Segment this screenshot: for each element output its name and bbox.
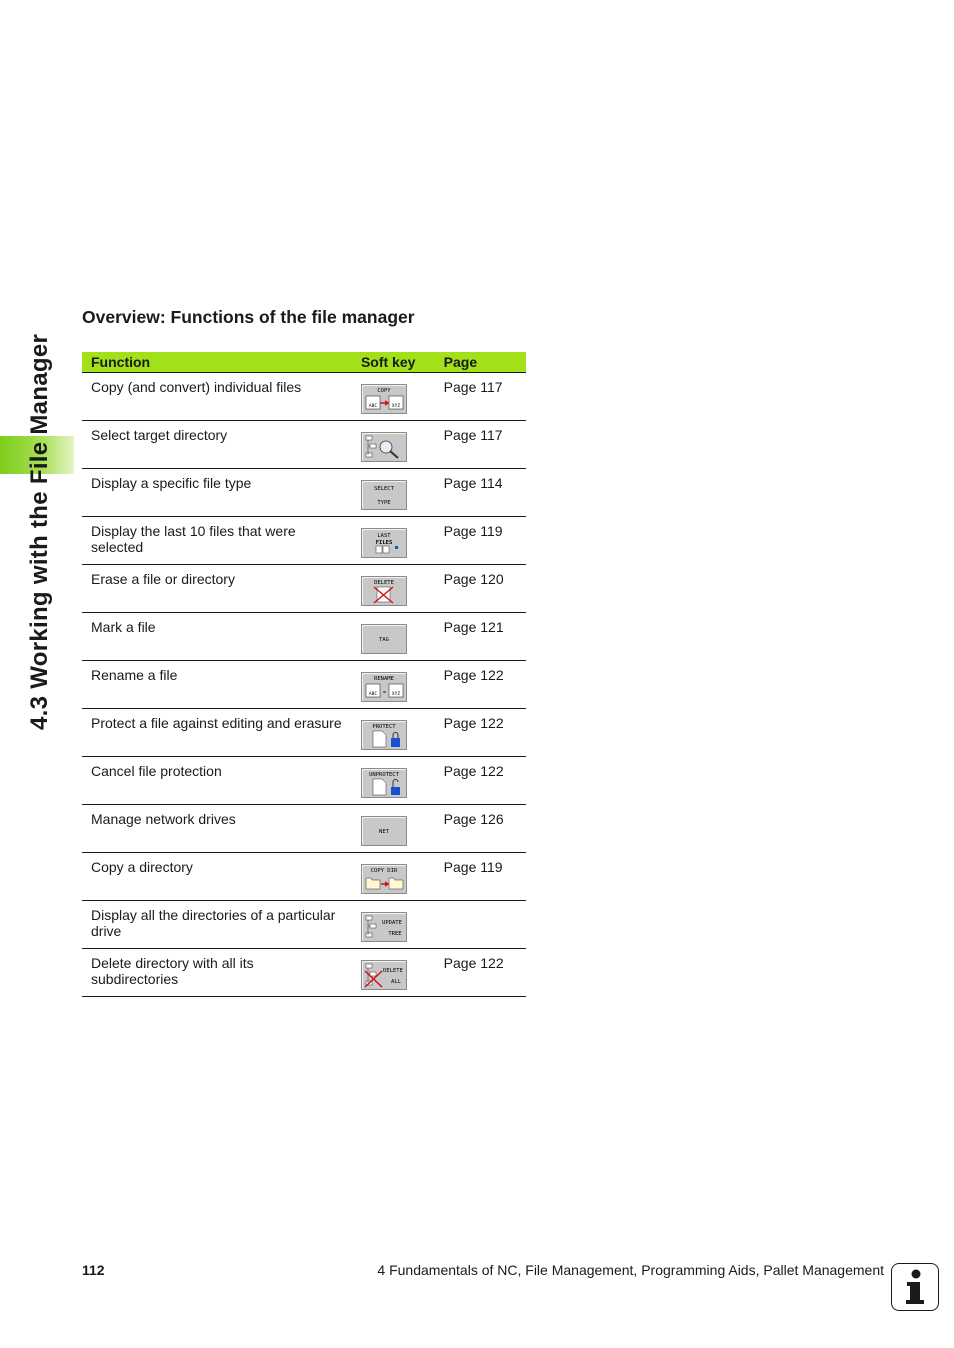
svg-text:XYZ: XYZ	[391, 404, 401, 409]
table-row	[82, 709, 526, 757]
page-cell: Page 126	[435, 805, 526, 853]
page-cell: Page 122	[435, 757, 526, 805]
select-directory-softkey-icon[interactable]	[361, 432, 407, 462]
table-row	[82, 373, 526, 421]
header-softkey: Soft key	[351, 352, 435, 373]
svg-text:TAG: TAG	[378, 637, 389, 643]
function-cell: Display all the directories of a particular drive	[82, 901, 351, 949]
function-cell: Rename a file	[82, 661, 351, 709]
select-type-softkey-icon[interactable]	[361, 480, 407, 510]
table-row	[82, 949, 526, 997]
table-row	[82, 853, 526, 901]
function-cell: Delete directory with all its subdirectories	[82, 949, 351, 997]
page-number: 112	[82, 1262, 105, 1278]
function-cell: Protect a file against editing and erasure	[82, 709, 351, 757]
svg-text:ALL: ALL	[390, 979, 401, 985]
function-cell: Copy a directory	[82, 853, 351, 901]
function-cell: Mark a file	[82, 613, 351, 661]
svg-text:SELECT: SELECT	[374, 486, 394, 492]
function-cell: Copy (and convert) individual files	[82, 373, 351, 421]
svg-text:ABC: ABC	[368, 692, 378, 697]
side-chapter-title: 4.3 Working with the File Manager	[26, 333, 53, 730]
svg-text:LAST: LAST	[377, 533, 391, 539]
section-title: Overview: Functions of the file manager	[82, 307, 415, 327]
protect-softkey-icon[interactable]	[361, 720, 407, 750]
copy-dir-softkey-icon[interactable]	[361, 864, 407, 894]
function-cell: Cancel file protection	[82, 757, 351, 805]
function-cell: Display the last 10 files that were selected	[82, 517, 351, 565]
svg-text:NET: NET	[378, 829, 389, 835]
table-row	[82, 565, 526, 613]
svg-text:FILES: FILES	[375, 540, 393, 546]
svg-text:RENAME: RENAME	[374, 676, 394, 682]
function-cell: Display a specific file type	[82, 469, 351, 517]
svg-text:UNPROTECT: UNPROTECT	[369, 772, 399, 778]
tag-softkey-icon[interactable]	[361, 624, 407, 654]
header-function: Function	[82, 352, 351, 373]
table-row	[82, 517, 526, 565]
delete-all-softkey-icon[interactable]	[361, 960, 407, 990]
page-cell: Page 122	[435, 661, 526, 709]
page-cell: Page 117	[435, 421, 526, 469]
info-icon	[891, 1263, 939, 1311]
page-cell: Page 114	[435, 469, 526, 517]
svg-text:COPY DIR: COPY DIR	[370, 868, 398, 874]
table-row	[82, 613, 526, 661]
rename-softkey-icon[interactable]	[361, 672, 407, 702]
page-cell: Page 120	[435, 565, 526, 613]
svg-text:UPDATE: UPDATE	[382, 920, 402, 926]
svg-text:DELETE: DELETE	[383, 968, 403, 974]
net-softkey-icon[interactable]	[361, 816, 407, 846]
svg-text:DELETE: DELETE	[374, 580, 394, 586]
table-row	[82, 469, 526, 517]
page-cell: Page 122	[435, 949, 526, 997]
table-row	[82, 421, 526, 469]
chapter-footer: 4 Fundamentals of NC, File Management, Programming Aids, Pallet Management	[377, 1262, 884, 1278]
header-page: Page	[435, 352, 526, 373]
softkey-label: COPY	[377, 388, 391, 394]
function-cell: Erase a file or directory	[82, 565, 351, 613]
svg-text:XYZ: XYZ	[391, 692, 401, 697]
page-cell: Page 119	[435, 853, 526, 901]
svg-text:=: =	[382, 690, 386, 696]
function-cell: Manage network drives	[82, 805, 351, 853]
svg-text:TYPE: TYPE	[377, 500, 391, 506]
file-manager-functions-table	[82, 352, 526, 997]
table-row	[82, 757, 526, 805]
delete-softkey-icon[interactable]	[361, 576, 407, 606]
copy-softkey-icon[interactable]	[361, 384, 407, 414]
table-header-row	[82, 352, 526, 373]
page-cell	[435, 901, 526, 949]
svg-text:ABC: ABC	[368, 404, 378, 409]
page-cell: Page 117	[435, 373, 526, 421]
table-row	[82, 901, 526, 949]
function-cell: Select target directory	[82, 421, 351, 469]
unprotect-softkey-icon[interactable]	[361, 768, 407, 798]
page-cell: Page 119	[435, 517, 526, 565]
svg-text:TREE: TREE	[388, 931, 402, 937]
table-row	[82, 805, 526, 853]
last-files-softkey-icon[interactable]	[361, 528, 407, 558]
page-cell: Page 121	[435, 613, 526, 661]
table-row	[82, 661, 526, 709]
update-tree-softkey-icon[interactable]	[361, 912, 407, 942]
svg-text:PROTECT: PROTECT	[372, 724, 396, 730]
page-cell: Page 122	[435, 709, 526, 757]
